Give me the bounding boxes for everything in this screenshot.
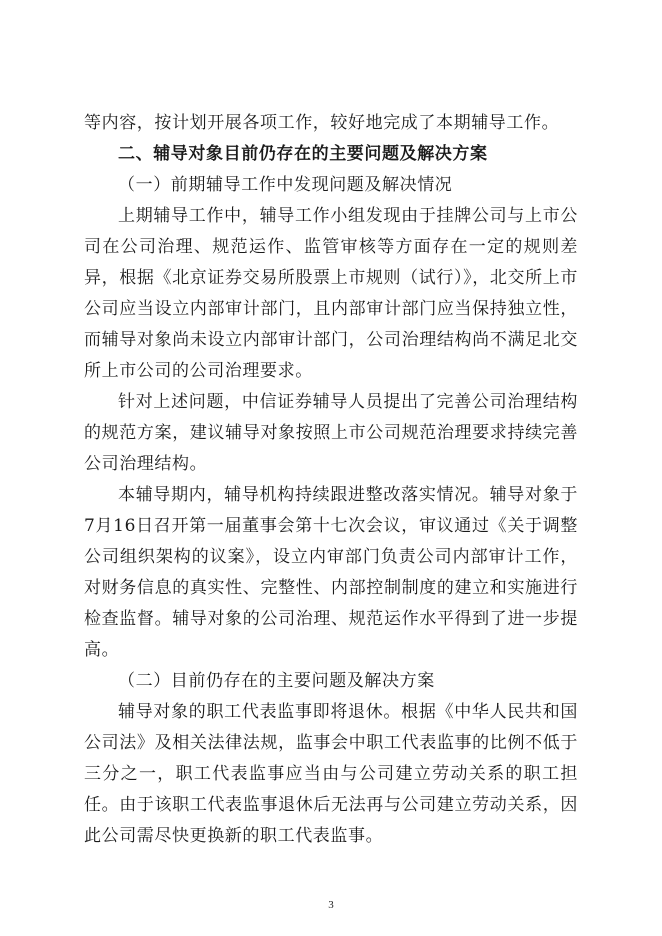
paragraph-proposed-solution: 针对上述问题，中信证券辅导人员提出了完善公司治理结构的规范方案，建议辅导对象按照上市公司规范治理要求持续完善公司治理结构。 [84,392,578,474]
section-heading: 二、辅导对象目前仍存在的主要问题及解决方案 [118,144,488,164]
document-body [84,108,578,852]
paragraph-rectification: 本辅导期内，辅导机构持续跟进整改落实情况。辅导对象于7月16日召开第一届董事会第十七次会议，审议通过《关于调整公司组织架构的议案》，设立内审部门负责公司内部审计工作，对财务信息的真实性、完整性、内部控制制度的建立和实施进行检查监督。辅导对象的公司治理、规范运作水平得到了进一步提高。 [84,485,578,660]
paragraph-current-issues: 辅导对象的职工代表监事即将退休。根据《中华人民共和国公司法》及相关法律法规，监事会中职工代表监事的比例不低于三分之一，职工代表监事应当由与公司建立劳动关系的职工担任。由于该职工代表监事退休后无法再与公司建立劳动关系，因此公司需尽快更换新的职工代表监事。 [84,702,578,846]
paragraph-previous-issues: 上期辅导工作中，辅导工作小组发现由于挂牌公司与上市公司在公司治理、规范运作、监管审核等方面存在一定的规则差异，根据《北京证券交易所股票上市规则（试行）》，北交所上市公司应当设立内部审计部门，且内部审计部门应当保持独立性，而辅导对象尚未设立内部审计部门，公司治理结构尚不满足北交所上市公司的公司治理要求。 [84,206,578,381]
paragraph-continuation: 等内容，按计划开展各项工作，较好地完成了本期辅导工作。 [84,113,560,133]
subsection-heading-2: （二）目前仍存在的主要问题及解决方案 [118,671,435,691]
page-number: 3 [328,899,334,911]
subsection-heading-1: （一）前期辅导工作中发现问题及解决情况 [118,175,453,195]
